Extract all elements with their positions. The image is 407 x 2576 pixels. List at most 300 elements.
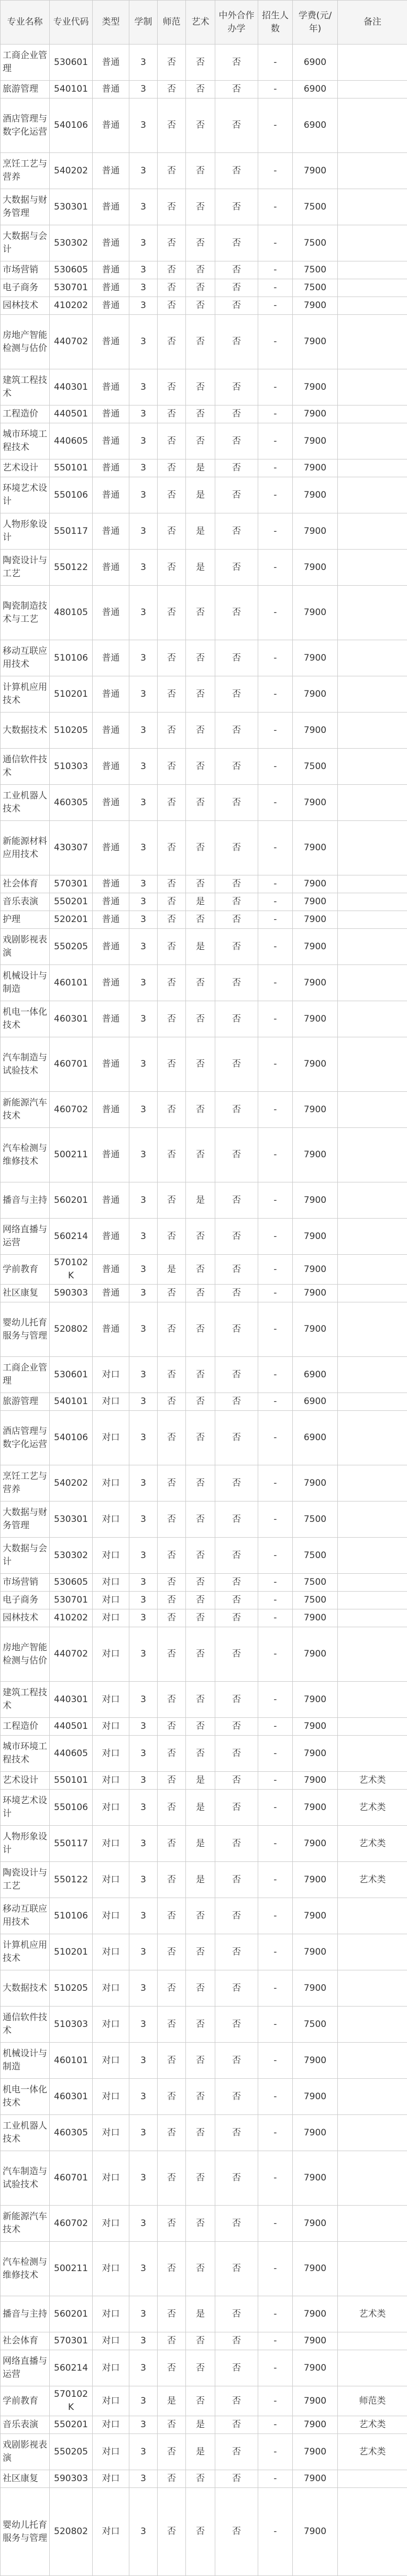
note-cell xyxy=(338,153,407,189)
type-cell: 普通 xyxy=(93,98,129,153)
coop-cell: 否 xyxy=(215,315,258,369)
enroll-cell: - xyxy=(258,2296,293,2332)
coop-cell: 否 xyxy=(215,1255,258,1285)
table-row xyxy=(1,875,407,893)
major-code-cell: 560201 xyxy=(50,1182,93,1219)
normal-cell: 否 xyxy=(158,1393,186,1411)
type-cell: 对口 xyxy=(93,2470,129,2488)
major-name-cell: 学前教育 xyxy=(1,2386,50,2416)
major-name-cell: 汽车检测与维修技术 xyxy=(1,1128,50,1182)
type-cell: 对口 xyxy=(93,1592,129,1609)
table-row xyxy=(1,1970,407,2007)
note-cell xyxy=(338,1037,407,1092)
normal-cell: 否 xyxy=(158,297,186,315)
years-cell: 3 xyxy=(129,2386,158,2416)
art-cell: 否 xyxy=(186,2206,215,2242)
fee-cell: 7900 xyxy=(293,893,338,911)
normal-cell: 否 xyxy=(158,676,186,712)
normal-cell: 否 xyxy=(158,1790,186,1826)
note-cell xyxy=(338,893,407,911)
type-cell: 普通 xyxy=(93,81,129,98)
note-cell xyxy=(338,1128,407,1182)
note-cell xyxy=(338,2206,407,2242)
table-row xyxy=(1,1128,407,1182)
art-cell: 是 xyxy=(186,1182,215,1219)
years-cell: 3 xyxy=(129,1538,158,1574)
normal-cell: 否 xyxy=(158,785,186,821)
coop-cell: 否 xyxy=(215,1037,258,1092)
table-row xyxy=(1,423,407,459)
note-cell xyxy=(338,2350,407,2386)
major-name-cell: 房地产智能检测与估价 xyxy=(1,1627,50,1682)
art-cell: 否 xyxy=(186,1092,215,1128)
note-cell: 艺术类 xyxy=(338,1862,407,1898)
enroll-cell: - xyxy=(258,1898,293,1934)
coop-cell: 否 xyxy=(215,1465,258,1501)
table-row xyxy=(1,2115,407,2151)
years-cell: 3 xyxy=(129,477,158,513)
coop-cell: 否 xyxy=(215,586,258,640)
major-name-cell: 新能源汽车技术 xyxy=(1,2206,50,2242)
fee-cell: 7900 xyxy=(293,1627,338,1682)
years-cell: 3 xyxy=(129,315,158,369)
major-name-cell: 艺术设计 xyxy=(1,459,50,477)
normal-cell: 否 xyxy=(158,369,186,405)
normal-cell: 否 xyxy=(158,1357,186,1393)
enroll-cell: - xyxy=(258,279,293,297)
art-cell: 否 xyxy=(186,2151,215,2206)
fee-cell: 7500 xyxy=(293,2007,338,2043)
art-cell: 否 xyxy=(186,1682,215,1718)
major-code-cell: 560214 xyxy=(50,2350,93,2386)
note-cell: 艺术类 xyxy=(338,1826,407,1862)
art-cell: 否 xyxy=(186,1001,215,1037)
enroll-cell: - xyxy=(258,2206,293,2242)
major-name-cell: 园林技术 xyxy=(1,1609,50,1627)
major-name-cell: 人物形象设计 xyxy=(1,1826,50,1862)
major-name-cell: 社区康复 xyxy=(1,1285,50,1302)
major-name-cell: 机械设计与制造 xyxy=(1,965,50,1001)
art-cell: 否 xyxy=(186,1393,215,1411)
art-cell: 否 xyxy=(186,1574,215,1592)
years-cell: 3 xyxy=(129,513,158,550)
note-cell xyxy=(338,2043,407,2079)
years-cell: 3 xyxy=(129,1182,158,1219)
type-cell: 对口 xyxy=(93,1682,129,1718)
major-name-cell: 烹饪工艺与营养 xyxy=(1,153,50,189)
table-row xyxy=(1,1790,407,1826)
years-cell: 3 xyxy=(129,279,158,297)
major-name-cell: 陶瓷制造技术与工艺 xyxy=(1,586,50,640)
major-name-cell: 陶瓷设计与工艺 xyxy=(1,550,50,586)
normal-cell: 否 xyxy=(158,1592,186,1609)
coop-cell: 否 xyxy=(215,2488,258,2576)
years-cell: 3 xyxy=(129,875,158,893)
note-cell xyxy=(338,81,407,98)
fee-cell: 7900 xyxy=(293,2386,338,2416)
table-row xyxy=(1,1736,407,1772)
normal-cell: 否 xyxy=(158,405,186,423)
major-name-cell: 汽车制造与试验技术 xyxy=(1,2151,50,2206)
normal-cell: 否 xyxy=(158,2115,186,2151)
coop-cell: 否 xyxy=(215,423,258,459)
major-code-cell: 440702 xyxy=(50,1627,93,1682)
table-row xyxy=(1,1574,407,1592)
table-row xyxy=(1,1001,407,1037)
enroll-cell: - xyxy=(258,875,293,893)
fee-cell: 7900 xyxy=(293,153,338,189)
fee-cell: 7500 xyxy=(293,225,338,261)
art-cell: 否 xyxy=(186,712,215,749)
table-row xyxy=(1,1538,407,1574)
coop-cell: 否 xyxy=(215,1592,258,1609)
years-cell: 3 xyxy=(129,2470,158,2488)
major-code-cell: 570102K xyxy=(50,1255,93,1285)
normal-cell: 否 xyxy=(158,1682,186,1718)
normal-cell: 否 xyxy=(158,1501,186,1538)
enroll-cell: - xyxy=(258,2488,293,2576)
type-cell: 普通 xyxy=(93,640,129,676)
fee-cell: 7900 xyxy=(293,459,338,477)
type-cell: 对口 xyxy=(93,1862,129,1898)
fee-cell: 7900 xyxy=(293,2350,338,2386)
type-cell: 对口 xyxy=(93,1627,129,1682)
major-code-cell: 460701 xyxy=(50,2151,93,2206)
major-name-cell: 播音与主持 xyxy=(1,1182,50,1219)
note-cell xyxy=(338,1898,407,1934)
coop-cell: 否 xyxy=(215,45,258,81)
years-cell: 3 xyxy=(129,2488,158,2576)
normal-cell: 否 xyxy=(158,586,186,640)
years-cell: 3 xyxy=(129,2350,158,2386)
table-row xyxy=(1,821,407,875)
art-cell: 否 xyxy=(186,2488,215,2576)
art-cell: 否 xyxy=(186,2242,215,2296)
coop-cell: 否 xyxy=(215,369,258,405)
major-name-cell: 计算机应用技术 xyxy=(1,1934,50,1970)
major-name-cell: 工商企业管理 xyxy=(1,45,50,81)
enroll-cell: - xyxy=(258,893,293,911)
note-cell xyxy=(338,785,407,821)
enroll-cell: - xyxy=(258,821,293,875)
art-cell: 否 xyxy=(186,1934,215,1970)
major-code-cell: 410202 xyxy=(50,297,93,315)
enroll-cell: - xyxy=(258,676,293,712)
coop-cell: 否 xyxy=(215,98,258,153)
type-cell: 对口 xyxy=(93,1790,129,1826)
major-name-cell: 音乐表演 xyxy=(1,2416,50,2434)
type-cell: 对口 xyxy=(93,1357,129,1393)
table-row xyxy=(1,1718,407,1736)
art-cell: 否 xyxy=(186,1718,215,1736)
normal-cell: 否 xyxy=(158,1411,186,1465)
header-art: 艺术 xyxy=(186,1,215,45)
art-cell: 是 xyxy=(186,459,215,477)
table-row xyxy=(1,1037,407,1092)
fee-cell: 7500 xyxy=(293,1501,338,1538)
table-row xyxy=(1,2350,407,2386)
art-cell: 否 xyxy=(186,2043,215,2079)
major-code-cell: 510205 xyxy=(50,1970,93,2007)
normal-cell: 否 xyxy=(158,261,186,279)
major-code-cell: 550122 xyxy=(50,550,93,586)
art-cell: 否 xyxy=(186,297,215,315)
fee-cell: 7900 xyxy=(293,1862,338,1898)
normal-cell: 否 xyxy=(158,712,186,749)
fee-cell: 7900 xyxy=(293,2470,338,2488)
major-code-cell: 440702 xyxy=(50,315,93,369)
major-name-cell: 学前教育 xyxy=(1,1255,50,1285)
art-cell: 是 xyxy=(186,1862,215,1898)
years-cell: 3 xyxy=(129,153,158,189)
art-cell: 否 xyxy=(186,405,215,423)
normal-cell: 否 xyxy=(158,1001,186,1037)
normal-cell: 否 xyxy=(158,1826,186,1862)
normal-cell: 否 xyxy=(158,1219,186,1255)
note-cell xyxy=(338,749,407,785)
enroll-cell: - xyxy=(258,45,293,81)
note-cell xyxy=(338,98,407,153)
table-row xyxy=(1,1357,407,1393)
table-row xyxy=(1,1302,407,1357)
fee-cell: 7900 xyxy=(293,2488,338,2576)
years-cell: 3 xyxy=(129,98,158,153)
enroll-cell: - xyxy=(258,1393,293,1411)
table-row xyxy=(1,153,407,189)
note-cell xyxy=(338,2151,407,2206)
normal-cell: 否 xyxy=(158,477,186,513)
years-cell: 3 xyxy=(129,2043,158,2079)
enroll-cell: - xyxy=(258,2115,293,2151)
coop-cell: 否 xyxy=(215,640,258,676)
years-cell: 3 xyxy=(129,1790,158,1826)
enroll-cell: - xyxy=(258,261,293,279)
major-name-cell: 婴幼儿托育服务与管理 xyxy=(1,1302,50,1357)
major-code-cell: 530302 xyxy=(50,225,93,261)
note-cell xyxy=(338,1393,407,1411)
note-cell xyxy=(338,2115,407,2151)
art-cell: 否 xyxy=(186,98,215,153)
coop-cell: 否 xyxy=(215,2470,258,2488)
table-row xyxy=(1,2242,407,2296)
major-name-cell: 网络直播与运营 xyxy=(1,2350,50,2386)
normal-cell: 否 xyxy=(158,1302,186,1357)
fee-cell: 6900 xyxy=(293,1411,338,1465)
fee-cell: 7900 xyxy=(293,513,338,550)
table-row xyxy=(1,477,407,513)
type-cell: 普通 xyxy=(93,893,129,911)
art-cell: 是 xyxy=(186,550,215,586)
coop-cell: 否 xyxy=(215,712,258,749)
coop-cell: 否 xyxy=(215,405,258,423)
table-row xyxy=(1,2296,407,2332)
type-cell: 对口 xyxy=(93,2386,129,2416)
normal-cell: 否 xyxy=(158,225,186,261)
major-code-cell: 540101 xyxy=(50,81,93,98)
major-code-cell: 460305 xyxy=(50,785,93,821)
enroll-cell: - xyxy=(258,911,293,929)
major-name-cell: 网络直播与运营 xyxy=(1,1219,50,1255)
years-cell: 3 xyxy=(129,1682,158,1718)
note-cell xyxy=(338,1736,407,1772)
years-cell: 3 xyxy=(129,1393,158,1411)
years-cell: 3 xyxy=(129,676,158,712)
major-code-cell: 570102K xyxy=(50,2386,93,2416)
years-cell: 3 xyxy=(129,2434,158,2470)
major-code-cell: 540202 xyxy=(50,153,93,189)
normal-cell: 否 xyxy=(158,1718,186,1736)
note-cell xyxy=(338,513,407,550)
enroll-cell: - xyxy=(258,297,293,315)
note-cell xyxy=(338,1219,407,1255)
table-row xyxy=(1,1465,407,1501)
art-cell: 否 xyxy=(186,2470,215,2488)
normal-cell: 否 xyxy=(158,279,186,297)
header-enroll: 招生人数 xyxy=(258,1,293,45)
major-code-cell: 550205 xyxy=(50,2434,93,2470)
major-name-cell: 大数据与财务管理 xyxy=(1,189,50,225)
major-code-cell: 460101 xyxy=(50,2043,93,2079)
table-row xyxy=(1,749,407,785)
normal-cell: 否 xyxy=(158,893,186,911)
normal-cell: 否 xyxy=(158,875,186,893)
type-cell: 普通 xyxy=(93,189,129,225)
note-cell xyxy=(338,315,407,369)
years-cell: 3 xyxy=(129,1001,158,1037)
fee-cell: 7900 xyxy=(293,1302,338,1357)
art-cell: 否 xyxy=(186,640,215,676)
normal-cell: 否 xyxy=(158,1574,186,1592)
major-name-cell: 艺术设计 xyxy=(1,1772,50,1790)
note-cell xyxy=(338,2242,407,2296)
type-cell: 对口 xyxy=(93,2296,129,2332)
fee-cell: 6900 xyxy=(293,81,338,98)
fee-cell: 7900 xyxy=(293,1898,338,1934)
enroll-cell: - xyxy=(258,2079,293,2115)
years-cell: 3 xyxy=(129,640,158,676)
note-cell xyxy=(338,640,407,676)
years-cell: 3 xyxy=(129,1862,158,1898)
enroll-cell: - xyxy=(258,1285,293,1302)
enroll-cell: - xyxy=(258,1128,293,1182)
coop-cell: 否 xyxy=(215,153,258,189)
major-name-cell: 音乐表演 xyxy=(1,893,50,911)
type-cell: 对口 xyxy=(93,2242,129,2296)
note-cell xyxy=(338,423,407,459)
note-cell xyxy=(338,821,407,875)
fee-cell: 7900 xyxy=(293,369,338,405)
major-code-cell: 460301 xyxy=(50,1001,93,1037)
normal-cell: 否 xyxy=(158,1037,186,1092)
coop-cell: 否 xyxy=(215,1574,258,1592)
major-code-cell: 530701 xyxy=(50,1592,93,1609)
major-code-cell: 530701 xyxy=(50,279,93,297)
major-code-cell: 440501 xyxy=(50,1718,93,1736)
fee-cell: 7500 xyxy=(293,1574,338,1592)
type-cell: 普通 xyxy=(93,1128,129,1182)
type-cell: 对口 xyxy=(93,2115,129,2151)
coop-cell: 否 xyxy=(215,1538,258,1574)
fee-cell: 7900 xyxy=(293,2332,338,2350)
note-cell xyxy=(338,2007,407,2043)
coop-cell: 否 xyxy=(215,261,258,279)
table-row xyxy=(1,2206,407,2242)
type-cell: 对口 xyxy=(93,2350,129,2386)
table-row xyxy=(1,640,407,676)
note-cell xyxy=(338,279,407,297)
years-cell: 3 xyxy=(129,1092,158,1128)
note-cell xyxy=(338,1092,407,1128)
major-code-cell: 460101 xyxy=(50,965,93,1001)
coop-cell: 否 xyxy=(215,1285,258,1302)
note-cell xyxy=(338,369,407,405)
art-cell: 否 xyxy=(186,2115,215,2151)
enroll-cell: - xyxy=(258,1627,293,1682)
art-cell: 是 xyxy=(186,2296,215,2332)
years-cell: 3 xyxy=(129,2007,158,2043)
major-code-cell: 550101 xyxy=(50,459,93,477)
art-cell: 否 xyxy=(186,1128,215,1182)
fee-cell: 7900 xyxy=(293,2043,338,2079)
normal-cell: 否 xyxy=(158,1609,186,1627)
years-cell: 3 xyxy=(129,1219,158,1255)
major-name-cell: 工业机器人技术 xyxy=(1,785,50,821)
coop-cell: 否 xyxy=(215,2416,258,2434)
normal-cell: 否 xyxy=(158,1092,186,1128)
note-cell xyxy=(338,1465,407,1501)
normal-cell: 否 xyxy=(158,1862,186,1898)
table-row xyxy=(1,2470,407,2488)
major-name-cell: 汽车检测与维修技术 xyxy=(1,2242,50,2296)
type-cell: 普通 xyxy=(93,586,129,640)
normal-cell: 否 xyxy=(158,45,186,81)
note-cell: 艺术类 xyxy=(338,2416,407,2434)
table-row xyxy=(1,785,407,821)
table-row xyxy=(1,1898,407,1934)
enroll-cell: - xyxy=(258,2386,293,2416)
enroll-cell: - xyxy=(258,315,293,369)
art-cell: 否 xyxy=(186,1501,215,1538)
normal-cell: 否 xyxy=(158,1128,186,1182)
type-cell: 普通 xyxy=(93,550,129,586)
table-row xyxy=(1,405,407,423)
coop-cell: 否 xyxy=(215,1862,258,1898)
coop-cell: 否 xyxy=(215,1219,258,1255)
major-code-cell: 530605 xyxy=(50,1574,93,1592)
type-cell: 普通 xyxy=(93,929,129,965)
coop-cell: 否 xyxy=(215,2079,258,2115)
major-name-cell: 大数据与财务管理 xyxy=(1,1501,50,1538)
art-cell: 否 xyxy=(186,875,215,893)
major-name-cell: 环境艺术设计 xyxy=(1,477,50,513)
art-cell: 否 xyxy=(186,1538,215,1574)
normal-cell: 否 xyxy=(158,640,186,676)
fee-cell: 7900 xyxy=(293,1092,338,1128)
art-cell: 否 xyxy=(186,1302,215,1357)
major-name-cell: 工商企业管理 xyxy=(1,1357,50,1393)
table-row xyxy=(1,1934,407,1970)
note-cell xyxy=(338,1411,407,1465)
major-name-cell: 大数据与会计 xyxy=(1,225,50,261)
type-cell: 普通 xyxy=(93,153,129,189)
fee-cell: 7900 xyxy=(293,1772,338,1790)
table-row xyxy=(1,550,407,586)
table-row xyxy=(1,1182,407,1219)
art-cell: 否 xyxy=(186,369,215,405)
years-cell: 3 xyxy=(129,749,158,785)
enroll-cell: - xyxy=(258,2151,293,2206)
note-cell xyxy=(338,297,407,315)
